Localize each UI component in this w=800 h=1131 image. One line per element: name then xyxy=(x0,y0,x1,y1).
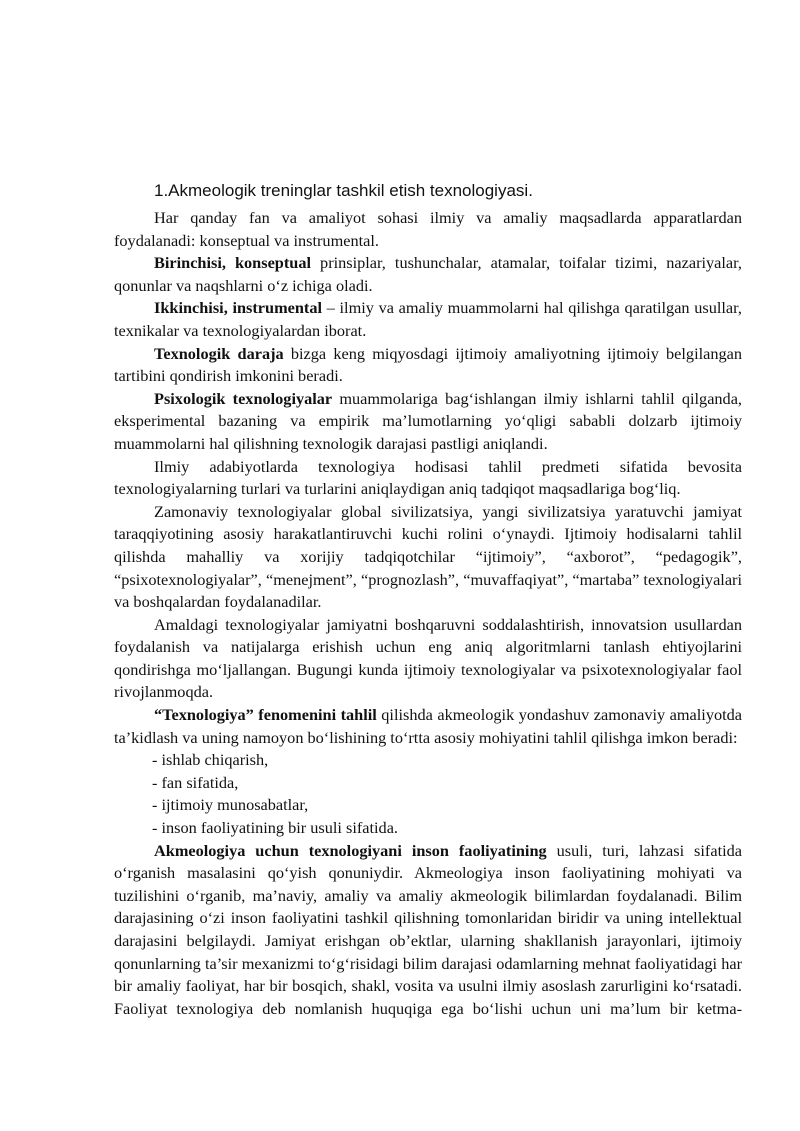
paragraph-final-text: usuli, turi, lahzasi sifatida o‘rganish masalasini qo‘yish qonuniydir. Akmeologiya inson faoliyatining mohiyati va tuzilishini o‘rganib, ma’naviy, amaliy va amaliy akmeologik bilimlardan foydalanadi. Bilim darajasining o‘zi inson faoliyatini tashkil qilishning tomonlaridan biridir va uning intellektual darajasini belgilaydi. Jamiyat erishgan ob’ektlar, ularning shakllanish jarayonlari, ijtimoiy qonunlarning ta’sir mexanizmi to‘g‘risidagi bilim darajasi odamlarning mehnat faoliyatidagi har bir amaliy faoliyat, har bir bosqich, shakl, vosita va usulni ilmiy asoslash zarurligini ko‘rsatadi. Faoliyat texnologiya deb nomlanish huquqiga ega bo‘lishi uchun uni ma’lum bir ketma- xyxy=(114,840,742,1018)
paragraph-4 xyxy=(114,343,742,388)
paragraph-5-text: muammolariga bag‘ishlangan ilmiy ishlarni tahlil qilganda, eksperimental bazaning va empirik ma’lumotlarning yo‘qligi sababli dolzarb ijtimoiy muammolarni hal qilishning texnologik darajasi pastligi aniqlandi. xyxy=(114,388,742,453)
paragraph-6-text: Ilmiy adabiyotlarda texnologiya hodisasi tahlil predmeti sifatida bevosita texnologiyalarning turlari va turlarini aniqlaydigan aniq tadqiqot maqsadlariga bog‘liq. xyxy=(114,456,742,499)
paragraph-7-text: Zamonaviy texnologiyalar global sivilizatsiya, yangi sivilizatsiya yaratuvchi jamiyat taraqqiyotining asosiy harakatlantiruvchi kuchi rolini o‘ynaydi. Ijtimoiy hodisalarni tahlil qilishda mahalliy va xorijiy tadqiqotchilar “ijtimoiy”, “axborot”, “pedagogik”, “psixotexnologiyalar”, “menejment”, “prognozlash”, “muvaffaqiyat”, “martaba” texnologiyalari va boshqalardan foydalanadilar. xyxy=(114,501,742,612)
list-item: - ijtimoiy munosabatlar, xyxy=(152,795,309,815)
paragraph-8-text: Amaldagi texnologiyalar jamiyatni boshqaruvni soddalashtirish, innovatsion usullardan foydalanish va natijalarga erishish uchun eng aniq algoritmlarni tanlash ehtiyojlarini qondirishga mo‘ljallangan. Bugungi kunda ijtimoiy texnologiyalar va psixotexnologiyalar faol rivojlanmoqda. xyxy=(114,614,742,702)
paragraph-7 xyxy=(114,501,742,614)
paragraph-8 xyxy=(114,614,742,704)
paragraph-5 xyxy=(114,388,742,456)
paragraph-9-bold: “Texnologiya” fenomenini tahlil xyxy=(154,705,377,725)
paragraph-2-bold: Birinchisi, konseptual xyxy=(154,253,311,273)
list-item: - ishlab chiqarish, xyxy=(152,750,269,770)
paragraph-9-text: qilishda akmeologik yondashuv zamonaviy amaliyotda ta’kidlash va uning namoyon bo‘lishining to‘rtta asosiy mohiyatini tahlil qilishga imkon beradi: xyxy=(114,705,743,747)
paragraph-3 xyxy=(114,297,742,342)
list-item: - inson faoliyatining bir usuli sifatida. xyxy=(152,818,398,838)
paragraph-final-bold: Akmeologiya uchun texnologiyani inson faoliyatining xyxy=(154,840,547,860)
paragraph-2-text: prinsiplar, tushunchalar, atamalar, toifalar tizimi, nazariyalar, qonunlar va naqshlarni o‘z ichiga oladi. xyxy=(114,253,742,295)
paragraph-5-bold: Psixologik texnologiyalar xyxy=(154,388,333,408)
paragraph-9 xyxy=(114,704,742,749)
paragraph-4-text: bizga keng miqyosdagi ijtimoiy amaliyotning ijtimoiy belgilangan tartibini qondirish imkonini beradi. xyxy=(114,343,742,386)
paragraph-6 xyxy=(114,456,742,501)
paragraph-1 xyxy=(114,207,742,252)
section-title: 1.Akmeologik treninglar tashkil etish texnologiyasi. xyxy=(154,181,533,200)
paragraph-4-bold: Texnologik daraja xyxy=(154,343,284,363)
paragraph-2 xyxy=(114,252,742,297)
document-page xyxy=(114,180,742,1020)
paragraph-3-bold: Ikkinchisi, instrumental xyxy=(154,298,322,318)
paragraph-3-text: – ilmiy va amaliy muammolarni hal qilishga qaratilgan usullar, texnikalar va texnologiyalardan iborat. xyxy=(114,298,742,340)
paragraph-final xyxy=(114,840,742,1021)
list-item: - fan sifatida, xyxy=(152,772,239,792)
paragraph-1-text: Har qanday fan va amaliyot sohasi ilmiy va amaliy maqsadlarda apparatlardan foydalanadi: konseptual va instrumental. xyxy=(114,208,742,250)
